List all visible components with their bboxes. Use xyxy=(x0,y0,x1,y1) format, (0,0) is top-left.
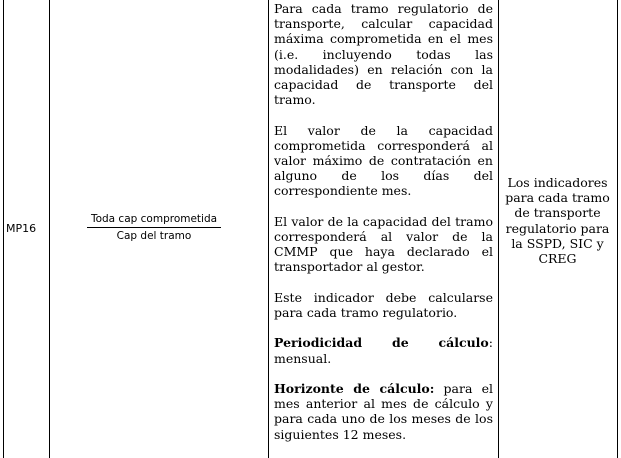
formula-denominator: Cap del tramo xyxy=(116,230,192,242)
horizon-value: para el mes anterior al mes de cálculo y para cada uno de los meses de los siguientes 12 meses. xyxy=(274,381,493,442)
periodicity-label: Periodicidad de cálculo xyxy=(274,335,489,351)
description-paragraph: El valor de la capacidad comprometida corresponderá al valor máximo de contratación en alguno de los días del correspondiente mes. xyxy=(274,122,493,199)
horizon-label: Horizonte de cálculo: xyxy=(274,381,435,396)
indicator-formula xyxy=(87,212,221,243)
indicator-description xyxy=(274,1,493,442)
indicator-users: Los indicadores para cada tramo de transporte regulatorio para la SSPD, SIC y CREG xyxy=(505,175,610,267)
column-divider xyxy=(498,0,499,458)
periodicity-paragraph xyxy=(274,335,493,365)
description-paragraph: El valor de la capacidad del tramo corresponderá al valor de la CMMP que haya declarado el transportador al gestor. xyxy=(274,213,493,275)
column-divider xyxy=(268,0,269,458)
horizon-paragraph xyxy=(274,381,493,442)
formula-numerator: Toda cap comprometida xyxy=(87,212,221,228)
description-paragraph: Para cada tramo regulatorio de transporte, calcular capacidad máxima comprometida en el mes (i.e. incluyendo todas las modalidades) en relación con la capacidad de transporte del tramo. xyxy=(274,1,493,108)
column-divider xyxy=(49,0,50,458)
periodicity-value: : mensual. xyxy=(274,335,493,366)
indicator-code: MP16 xyxy=(6,222,37,235)
description-paragraph: Este indicador debe calcularse para cada tramo regulatorio. xyxy=(274,289,493,321)
